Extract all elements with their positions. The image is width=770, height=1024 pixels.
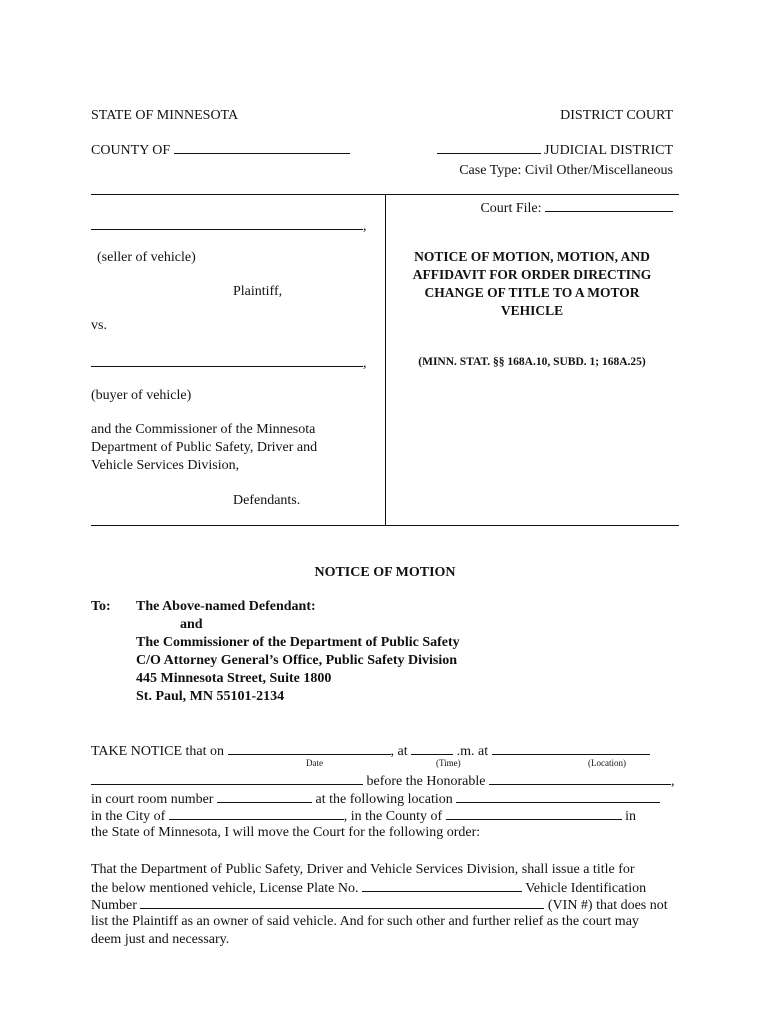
document-title-line-3: CHANGE OF TITLE TO A MOTOR: [424, 285, 640, 300]
judicial-district-line: [437, 140, 673, 160]
to-line-1: The Above-named Defendant:: [136, 599, 316, 614]
county-field[interactable]: [174, 140, 350, 154]
to-line-4: C/O Attorney General’s Office, Public Safety Division: [136, 653, 458, 668]
hearing-time-field[interactable]: [411, 741, 453, 755]
location-caption: (Location): [588, 758, 626, 768]
court-name: DISTRICT COURT: [560, 108, 673, 123]
county-line: [91, 140, 350, 160]
take-notice-line: TAKE NOTICE that on , at .m. at: [91, 741, 650, 761]
caption-bottom-rule: [91, 525, 679, 526]
document-title: [386, 248, 678, 320]
statute-citation: (MINN. STAT. §§ 168A.10, SUBD. 1; 168A.25): [418, 356, 646, 368]
state-name: STATE OF MINNESOTA: [91, 108, 239, 123]
courtroom-line: in court room number at the following location: [91, 789, 660, 809]
plaintiff-name-field[interactable]: [91, 216, 363, 230]
notice-heading: NOTICE OF MOTION: [314, 565, 456, 580]
to-label: To:: [91, 599, 111, 614]
state-move-line: the State of Minnesota, I will move the Court for the following order:: [91, 825, 481, 840]
to-line-3: The Commissioner of the Department of Public Safety: [136, 635, 460, 650]
defendant-name-line: ,: [91, 353, 367, 373]
plaintiff-name-line: ,: [91, 216, 367, 236]
judge-blank-field[interactable]: [91, 771, 363, 785]
order-line-5: deem just and necessary.: [91, 932, 230, 947]
order-line-1: That the Department of Public Safety, Driver and Vehicle Services Division, shall issue a title for: [91, 862, 635, 877]
document-title-line-1: NOTICE OF MOTION, MOTION, AND: [414, 249, 650, 264]
order-line-2: the below mentioned vehicle, License Plate No. Vehicle Identification: [91, 878, 646, 898]
court-file-line: [480, 198, 673, 218]
following-location-field[interactable]: [456, 789, 660, 803]
courtroom-field[interactable]: [217, 789, 312, 803]
license-plate-field[interactable]: [362, 878, 522, 892]
county-label: COUNTY OF: [91, 143, 171, 158]
seller-label: (seller of vehicle): [97, 250, 196, 265]
case-type: Case Type: Civil Other/Miscellaneous: [459, 163, 673, 178]
time-caption: (Time): [436, 758, 461, 768]
to-line-5: 445 Minnesota Street, Suite 1800: [136, 671, 332, 686]
judicial-district-label: JUDICIAL DISTRICT: [544, 143, 673, 158]
order-line-3: Number (VIN #) that does not: [91, 895, 668, 915]
commissioner-line-2: Department of Public Safety, Driver and: [91, 440, 318, 455]
judge-line: before the Honorable ,: [91, 771, 674, 791]
court-file-field[interactable]: [545, 198, 673, 212]
city-field[interactable]: [169, 806, 344, 820]
buyer-label: (buyer of vehicle): [91, 388, 192, 403]
city-county-line: in the City of , in the County of in: [91, 806, 636, 826]
hearing-location-field[interactable]: [492, 741, 650, 755]
judicial-district-field[interactable]: [437, 140, 541, 154]
to-line-6: St. Paul, MN 55101-2134: [136, 689, 285, 704]
document-title-line-2: AFFIDAVIT FOR ORDER DIRECTING: [412, 267, 652, 282]
order-line-4: list the Plaintiff as an owner of said vehicle. And for such other and further relief as the court may: [91, 914, 639, 929]
court-file-label: Court File:: [480, 201, 542, 216]
document-title-line-4: VEHICLE: [500, 303, 564, 318]
commissioner-line-1: and the Commissioner of the Minnesota: [91, 422, 316, 437]
judge-name-field[interactable]: [489, 771, 671, 785]
defendants-label: Defendants.: [233, 493, 301, 508]
county-of-field[interactable]: [446, 806, 622, 820]
plaintiff-label: Plaintiff,: [233, 284, 283, 299]
commissioner-line-3: Vehicle Services Division,: [91, 458, 240, 473]
defendant-name-field[interactable]: [91, 353, 363, 367]
to-line-2: and: [180, 617, 203, 632]
vs-label: vs.: [91, 318, 107, 333]
hearing-date-field[interactable]: [228, 741, 391, 755]
vin-field[interactable]: [140, 895, 544, 909]
date-caption: Date: [306, 758, 323, 768]
